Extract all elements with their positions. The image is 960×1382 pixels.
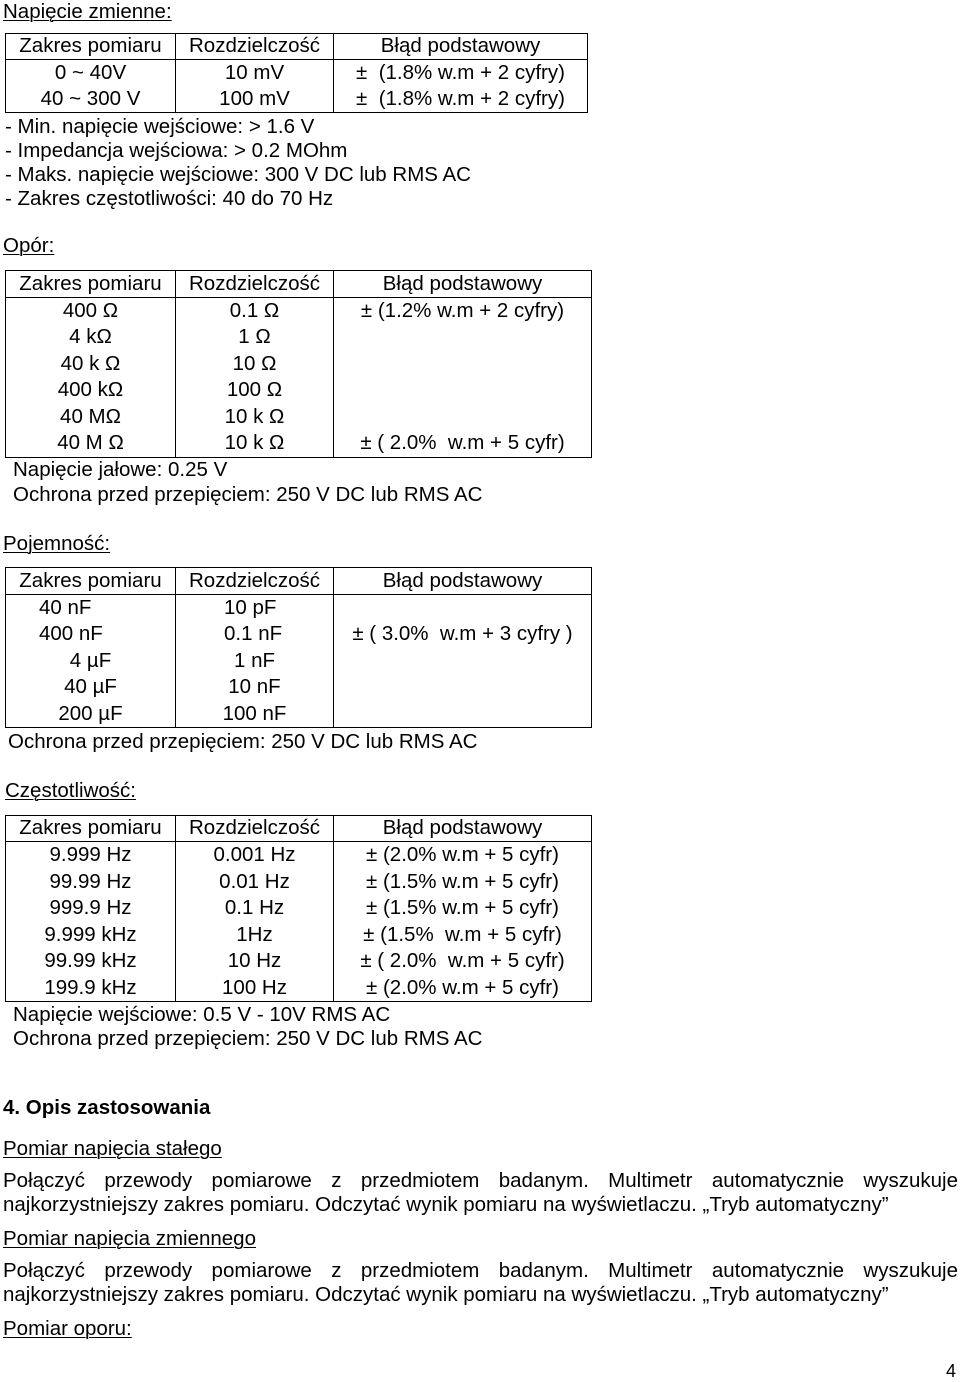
resolution-cell: 1Hz bbox=[175, 922, 333, 948]
note-line: - Maks. napięcie wejściowe: 300 V DC lub RMS AC bbox=[5, 163, 471, 186]
range-cell: 99.99 kHz bbox=[44, 949, 137, 973]
error-cell: ± (1.2% w.m + 2 cyfry) bbox=[333, 298, 591, 325]
resolution-cell: 10 pF bbox=[175, 595, 333, 622]
note-line: Napięcie jałowe: 0.25 V bbox=[13, 458, 228, 481]
resolution-cell: 100 Hz bbox=[175, 975, 333, 1001]
section-heading-resistance: Opór: bbox=[3, 234, 55, 257]
error-cell: ± ( 3.0% w.m + 3 cyfry ) bbox=[333, 621, 591, 648]
capacitance-table bbox=[5, 567, 592, 728]
resolution-cell: 10 Ω bbox=[175, 351, 333, 378]
note-line: - Zakres częstotliwości: 40 do 70 Hz bbox=[5, 187, 334, 210]
resolution-cell: 0.1 nF bbox=[175, 621, 333, 648]
header-error-cell: Błąd podstawowy bbox=[333, 34, 587, 60]
error-cell: ± (2.0% w.m + 5 cyfr) bbox=[333, 975, 591, 1001]
resolution-cell: 10 k Ω bbox=[175, 430, 333, 457]
resolution-cell: 100 nF bbox=[175, 701, 333, 728]
section-heading-capacitance: Pojemność: bbox=[3, 532, 111, 555]
header-resolution-cell: Rozdzielczość bbox=[175, 271, 333, 298]
error-cell: ± (2.0% w.m + 5 cyfr) bbox=[333, 842, 591, 868]
error-cell bbox=[333, 701, 591, 728]
paragraph-line: najkorzystniejszy zakres pomiaru. Odczytać wynik pomiaru na wyświetlaczu. „Tryb automatyczny” bbox=[3, 1283, 889, 1306]
error-cell: ± (1.8% w.m + 2 cyfry) bbox=[333, 60, 587, 86]
page-number: 4 bbox=[945, 1361, 956, 1381]
range-cell: 400 nF bbox=[39, 622, 103, 645]
error-cell bbox=[333, 674, 591, 701]
resolution-cell: 100 mV bbox=[175, 86, 333, 112]
range-cell: 0 ~ 40V bbox=[54, 60, 127, 84]
paragraph-line: Połączyć przewody pomiarowe z przedmiotem badanym. Multimetr automatycznie wyszukuje bbox=[3, 1169, 958, 1192]
paragraph-line: Połączyć przewody pomiarowe z przedmiotem badanym. Multimetr automatycznie wyszukuje bbox=[3, 1259, 958, 1282]
error-cell: ± (1.5% w.m + 5 cyfr) bbox=[333, 869, 591, 895]
subsection-heading-ac-voltage: Pomiar napięcia zmiennego bbox=[3, 1227, 256, 1250]
header-resolution-cell: Rozdzielczość bbox=[175, 568, 333, 595]
resolution-cell: 10 k Ω bbox=[175, 404, 333, 431]
range-cell: 4 kΩ bbox=[69, 325, 112, 349]
error-cell: ± (1.5% w.m + 5 cyfr) bbox=[333, 895, 591, 921]
error-cell: ± ( 2.0% w.m + 5 cyfr) bbox=[333, 948, 591, 974]
paragraph-line: najkorzystniejszy zakres pomiaru. Odczytać wynik pomiaru na wyświetlaczu. „Tryb automatyczny” bbox=[3, 1193, 889, 1216]
note-line: Ochrona przed przepięciem: 250 V DC lub RMS AC bbox=[13, 483, 483, 506]
note-line: - Min. napięcie wejściowe: > 1.6 V bbox=[5, 115, 315, 138]
resolution-cell: 1 nF bbox=[175, 648, 333, 675]
resolution-cell: 0.1 Hz bbox=[175, 895, 333, 921]
range-cell: 40 µF bbox=[64, 675, 117, 698]
range-cell: 4 µF bbox=[69, 648, 112, 672]
range-cell: 40 ~ 300 V bbox=[40, 86, 141, 110]
note-line: Napięcie wejściowe: 0.5 V - 10V RMS AC bbox=[13, 1003, 391, 1026]
resolution-cell: 1 Ω bbox=[175, 324, 333, 351]
error-cell bbox=[333, 377, 591, 404]
header-resolution-cell: Rozdzielczość bbox=[175, 34, 333, 60]
header-error-cell: Błąd podstawowy bbox=[333, 271, 591, 298]
range-cell: 40 M Ω bbox=[57, 431, 124, 455]
header-range-cell: Zakres pomiaru bbox=[6, 816, 175, 842]
header-resolution-cell: Rozdzielczość bbox=[175, 816, 333, 842]
subsection-heading-dc-voltage: Pomiar napięcia stałego bbox=[3, 1137, 222, 1160]
error-cell bbox=[333, 648, 591, 675]
header-error-cell: Błąd podstawowy bbox=[333, 816, 591, 842]
frequency-table bbox=[5, 815, 592, 1002]
note-line: Ochrona przed przepięciem: 250 V DC lub RMS AC bbox=[13, 1027, 483, 1050]
range-cell: 400 Ω bbox=[62, 298, 119, 322]
header-range-cell: Zakres pomiaru bbox=[6, 271, 175, 298]
error-cell bbox=[333, 595, 591, 622]
resistance-table bbox=[5, 270, 592, 458]
section-heading-ac-voltage: Napięcie zmienne: bbox=[3, 0, 172, 23]
header-range-cell: Zakres pomiaru bbox=[6, 568, 175, 595]
range-cell: 9.999 Hz bbox=[49, 843, 132, 867]
section-heading-frequency: Częstotliwość: bbox=[5, 779, 137, 802]
ac-voltage-table bbox=[5, 33, 588, 113]
resolution-cell: 10 nF bbox=[175, 674, 333, 701]
range-cell: 9.999 kHz bbox=[44, 922, 137, 946]
resolution-cell: 100 Ω bbox=[175, 377, 333, 404]
error-cell: ± (1.8% w.m + 2 cyfry) bbox=[333, 86, 587, 112]
error-cell: ± (1.5% w.m + 5 cyfr) bbox=[333, 922, 591, 948]
range-cell: 200 µF bbox=[58, 701, 123, 725]
header-range-cell: Zakres pomiaru bbox=[6, 34, 175, 60]
resolution-cell: 10 mV bbox=[175, 60, 333, 86]
range-cell: 99.99 Hz bbox=[49, 869, 132, 893]
range-cell: 400 kΩ bbox=[57, 378, 124, 402]
chapter-title: 4. Opis zastosowania bbox=[3, 1096, 211, 1119]
range-cell: 40 nF bbox=[39, 595, 92, 619]
resolution-cell: 10 Hz bbox=[175, 948, 333, 974]
resolution-cell: 0.001 Hz bbox=[175, 842, 333, 868]
resolution-cell: 0.1 Ω bbox=[175, 298, 333, 325]
header-error-cell: Błąd podstawowy bbox=[333, 568, 591, 595]
note-line: Ochrona przed przepięciem: 250 V DC lub RMS AC bbox=[8, 730, 478, 753]
error-cell: ± ( 2.0% w.m + 5 cyfr) bbox=[333, 430, 591, 457]
range-cell: 199.9 kHz bbox=[44, 975, 137, 999]
error-cell bbox=[333, 351, 591, 378]
resolution-cell: 0.01 Hz bbox=[175, 869, 333, 895]
range-cell: 40 k Ω bbox=[60, 351, 121, 375]
note-line: - Impedancja wejściowa: > 0.2 MOhm bbox=[5, 139, 348, 162]
range-cell: 999.9 Hz bbox=[49, 896, 132, 920]
range-cell: 40 MΩ bbox=[60, 404, 121, 428]
error-cell bbox=[333, 324, 591, 351]
subsection-heading-resistance: Pomiar oporu: bbox=[3, 1317, 132, 1340]
error-cell bbox=[333, 404, 591, 431]
